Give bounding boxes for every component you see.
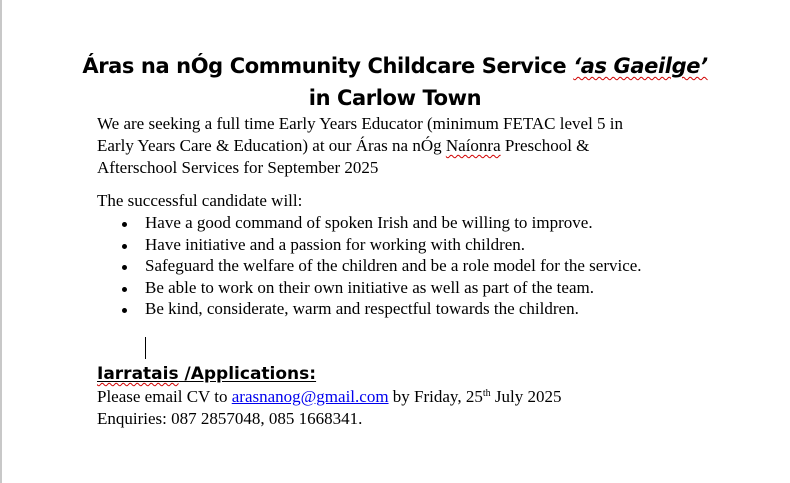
email-prefix: Please email CV to [97,387,232,406]
intro-paragraph [97,113,623,179]
applications-heading-rest: /Applications: [178,364,317,384]
deadline-after: July 2025 [490,387,562,406]
list-item: Be kind, considerate, warm and respectful towards the children. [97,298,642,320]
list-item: Safeguard the welfare of the children and be a role model for the service. [97,255,642,277]
title-italic: ‘as Gaeilge’ [573,54,708,78]
candidate-lead: The successful candidate will: [97,191,303,210]
applications-heading [97,361,316,387]
requirements-list [97,212,642,320]
list-item: Have initiative and a passion for working with children. [97,234,642,256]
text-cursor[interactable] [145,337,146,359]
intro-line-2-after: Preschool & [500,136,590,155]
deadline-before: by Friday, 25 [388,387,483,406]
enquiries-line: Enquiries: 087 2857048, 085 1668341. [97,409,363,428]
intro-line-3: Afterschool Services for September 2025 [97,158,379,177]
title-line-1 [0,51,790,81]
email-link[interactable]: arasnanog@gmail.com [231,387,389,406]
intro-line-2 [97,135,623,157]
naionra-word: Naíonra [445,136,501,155]
list-item: Have a good command of spoken Irish and be willing to improve. [97,212,642,234]
list-item: Be able to work on their own initiative as well as part of the team. [97,277,642,299]
intro-line-2-before: Early Years Care & Education) at our Áras na nÓg [97,136,446,155]
title-line-2: in Carlow Town [308,86,482,110]
title-main: Áras na nÓg Community Childcare Service [82,54,574,78]
iarratais-word: Iarratais [97,364,179,384]
intro-line-1: We are seeking a full time Early Years Educator (minimum FETAC level 5 in [97,114,624,133]
deadline-sup: th [482,388,491,399]
email-line [97,386,561,408]
